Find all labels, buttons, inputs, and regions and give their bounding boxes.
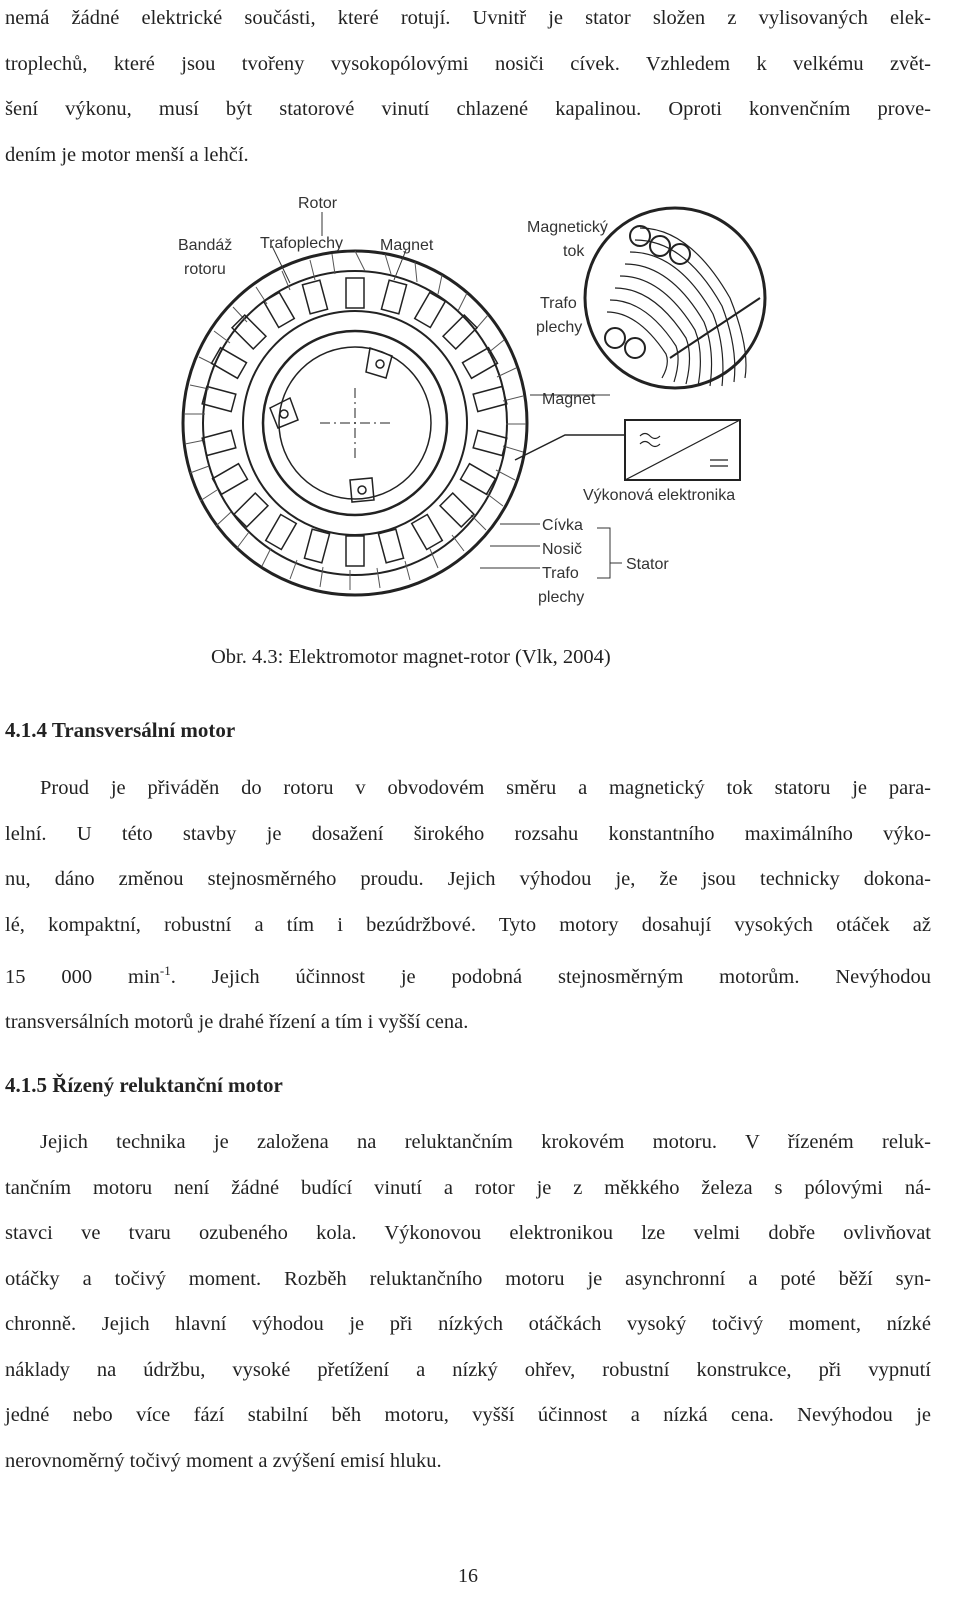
label-rotor: Rotor <box>298 195 338 212</box>
label-bandaz-2: rotoru <box>184 261 226 278</box>
coil <box>378 529 403 563</box>
stator-bracket <box>597 528 610 578</box>
label-magnet-left: Magnet <box>380 237 434 254</box>
coil <box>232 315 266 349</box>
text-line: nerovnoměrný točivý moment a zvýšení emisí hluku. <box>5 1449 442 1472</box>
coil <box>440 493 474 527</box>
flux-line <box>635 240 735 382</box>
text-line: nemá žádné elektrické součásti, které rotují. Uvnitř je stator složen z vylisovaných elek- <box>5 7 931 29</box>
coil-wire <box>650 236 670 256</box>
coil <box>381 280 406 314</box>
label-civka: Cívka <box>542 517 583 534</box>
text-line: nu, dáno změnou stejnosměrného proudu. Jejich výhodou je, že jsou technicky dokona- <box>5 868 931 890</box>
housing-hatching <box>185 251 526 590</box>
label-trafo: Trafo <box>540 295 577 312</box>
section-414-paragraph <box>5 766 931 1046</box>
text-line: transversálních motorů je drahé řízení a tím i vyšší cena. <box>5 1011 469 1034</box>
text-line: šení výkonu, musí být statorové vinutí chlazené kapalinou. Oproti konvenčním prove- <box>5 98 931 120</box>
magnet <box>270 398 298 428</box>
figure-caption: Obr. 4.3: Elektromotor magnet-rotor (Vlk, 2004) <box>211 646 611 668</box>
inverter-diagonal <box>625 420 740 480</box>
coil <box>202 430 236 455</box>
flux-line <box>607 312 667 378</box>
coil <box>346 278 364 308</box>
coil-wire <box>605 328 625 348</box>
magnet <box>366 348 392 378</box>
label-trafoplechy: Trafoplechy <box>260 235 343 252</box>
text-line: lelní. U této stavby je dosažení širokého rozsahu konstantního maximálního výko- <box>5 822 931 845</box>
label-magneticky: Magnetický <box>527 219 608 236</box>
text-line: stavci ve tvaru ozubeného kola. Výkonovou elektronikou lze velmi dobře ovlivňovat <box>5 1222 931 1244</box>
section-heading: 4.1.5 Řízený reluktanční motor <box>5 1073 283 1097</box>
text-line: chronně. Jejich hlavní výhodou je při nízkých otáčkách vysoký točivý moment, nízké <box>5 1313 931 1335</box>
intro-paragraph <box>5 0 931 178</box>
text-line: troplechů, které jsou tvořeny vysokopólovými nosiči cívek. Vzhledem k velkému zvět- <box>5 52 931 75</box>
power-electronics-box <box>515 420 740 480</box>
coil-wire <box>625 338 645 358</box>
dc-symbol <box>710 460 728 466</box>
detail-circle <box>585 208 765 388</box>
label-vykonova-elektronika: Výkonová elektronika <box>583 487 736 504</box>
magnet-edge <box>670 298 760 358</box>
magnet-screw <box>280 410 288 418</box>
label-nosic: Nosič <box>542 541 583 558</box>
section-415-paragraph <box>5 1120 931 1484</box>
coil <box>302 280 327 314</box>
page-number: 16 <box>458 1565 478 1587</box>
flux-line <box>625 264 712 386</box>
coil <box>212 348 247 379</box>
motor-diagram-svg <box>170 188 780 618</box>
text-line: náklady na údržbu, vysoké přetížení a nízký ohřev, robustní konstrukce, při vypnutí <box>5 1358 931 1381</box>
label-plechy-bottom: plechy <box>538 589 585 606</box>
text-line: lé, kompaktní, robustní a tím i bezúdržbové. Tyto motory dosahují vysokých otáček až <box>5 913 931 936</box>
ac-symbol <box>640 434 660 447</box>
flux-line <box>630 252 723 386</box>
text-line: otáčky a točivý moment. Rozběh reluktančního motoru je asynchronní a poté běží syn- <box>5 1267 931 1290</box>
section-heading: 4.1.4 Transversální motor <box>5 718 236 742</box>
rpm-suffix: . Jejich účinnost je podobná stejnosměrným motorům. Nevýhodou <box>170 965 931 988</box>
coil-wire <box>630 226 650 246</box>
label-tok: tok <box>563 243 585 260</box>
coil <box>266 515 297 550</box>
coil <box>443 315 477 349</box>
motor-diagram <box>170 188 780 618</box>
coil <box>461 464 496 495</box>
coil <box>412 515 443 550</box>
rpm-exponent: -1 <box>159 963 171 978</box>
text-line: dením je motor menší a lehčí. <box>5 143 249 166</box>
text-line: tančním motoru není žádné budící vinutí a rotor je z měkkého železa s pólovými ná- <box>5 1176 931 1199</box>
text-line: Proud je přiváděn do rotoru v obvodovém směru a magnetický tok statoru je para- <box>40 777 931 799</box>
magnet-screw <box>358 486 366 494</box>
label-plechy: plechy <box>536 319 583 336</box>
label-bandaz: Bandáž <box>178 237 233 254</box>
cable <box>515 435 625 460</box>
coil-wire <box>670 244 690 264</box>
label-magnet-right: Magnet <box>542 391 596 408</box>
coil <box>473 430 507 455</box>
label-trafo-bottom: Trafo <box>542 565 579 582</box>
coil <box>473 386 507 411</box>
magnet-screw <box>376 360 384 368</box>
label-stator: Stator <box>626 556 669 573</box>
detail-view <box>585 208 765 388</box>
text-line-rpm <box>5 948 931 1000</box>
coil <box>304 529 329 563</box>
rotor-magnets <box>270 348 392 502</box>
rpm-value: 15 000 min <box>5 965 160 988</box>
coil <box>463 348 498 379</box>
text-line: Jejich technika je založena na reluktančním krokovém motoru. V řízeném reluk- <box>40 1131 931 1153</box>
text-line: jedné nebo více fází stabilní běh motoru, vyšší účinnost a nízká cena. Nevýhodou je <box>5 1404 931 1426</box>
coil <box>346 536 364 566</box>
